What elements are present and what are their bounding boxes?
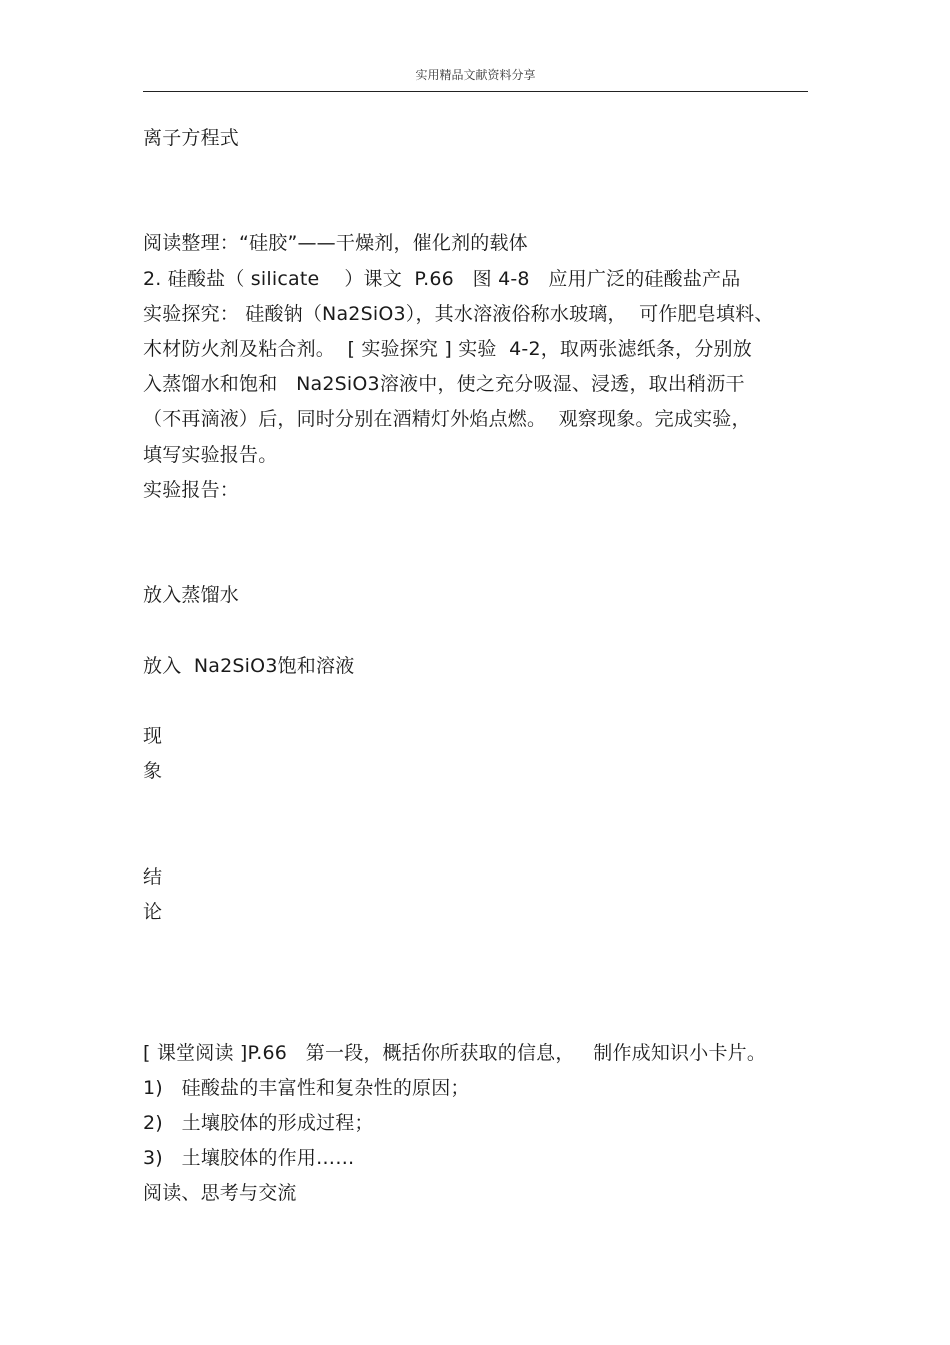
page-header: 实用精品文献资料分享: [415, 68, 536, 82]
text-line: 2. 硅酸盐（ silicate ）课文 P.66 图 4-8 应用广泛的硅酸盐产品: [143, 268, 741, 290]
list-item: 3) 土壤胶体的作用……: [143, 1147, 355, 1169]
text-line: 阅读整理：“硅胶”——干燥剂，催化剂的载体: [143, 232, 528, 254]
text-line: （不再滴液）后，同时分别在酒精灯外焰点燃。 观察现象。完成实验，: [143, 408, 751, 430]
text-line: 木材防火剂及粘合剂。 [ 实验探究 ] 实验 4-2，取两张滤纸条，分别放: [143, 338, 752, 360]
report-row-sodium-silicate: 放入 Na2SiO3饱和溶液: [143, 655, 355, 677]
report-label-conclusion: 结: [143, 866, 163, 888]
header-divider: [143, 91, 808, 92]
report-label-phenomenon: 现: [143, 725, 163, 747]
report-label-phenomenon: 象: [143, 760, 163, 782]
text-line: 实验报告：: [143, 479, 240, 501]
text-line: 填写实验报告。: [143, 444, 278, 466]
list-item: 2) 土壤胶体的形成过程；: [143, 1112, 374, 1134]
text-line: 实验探究： 硅酸钠（Na2SiO3），其水溶液俗称水玻璃， 可作肥皂填料、: [143, 303, 774, 325]
list-item: 1) 硅酸盐的丰富性和复杂性的原因；: [143, 1077, 470, 1099]
text-line: 入蒸馏水和饱和 Na2SiO3溶液中，使之充分吸湿、浸透，取出稍沥干: [143, 373, 745, 395]
text-line: 阅读、思考与交流: [143, 1182, 297, 1204]
report-label-conclusion: 论: [143, 901, 163, 923]
report-row-distilled-water: 放入蒸馏水: [143, 584, 240, 606]
text-line: [ 课堂阅读 ]P.66 第一段，概括你所获取的信息， 制作成知识小卡片。: [143, 1042, 767, 1064]
text-line: 离子方程式: [143, 127, 240, 149]
